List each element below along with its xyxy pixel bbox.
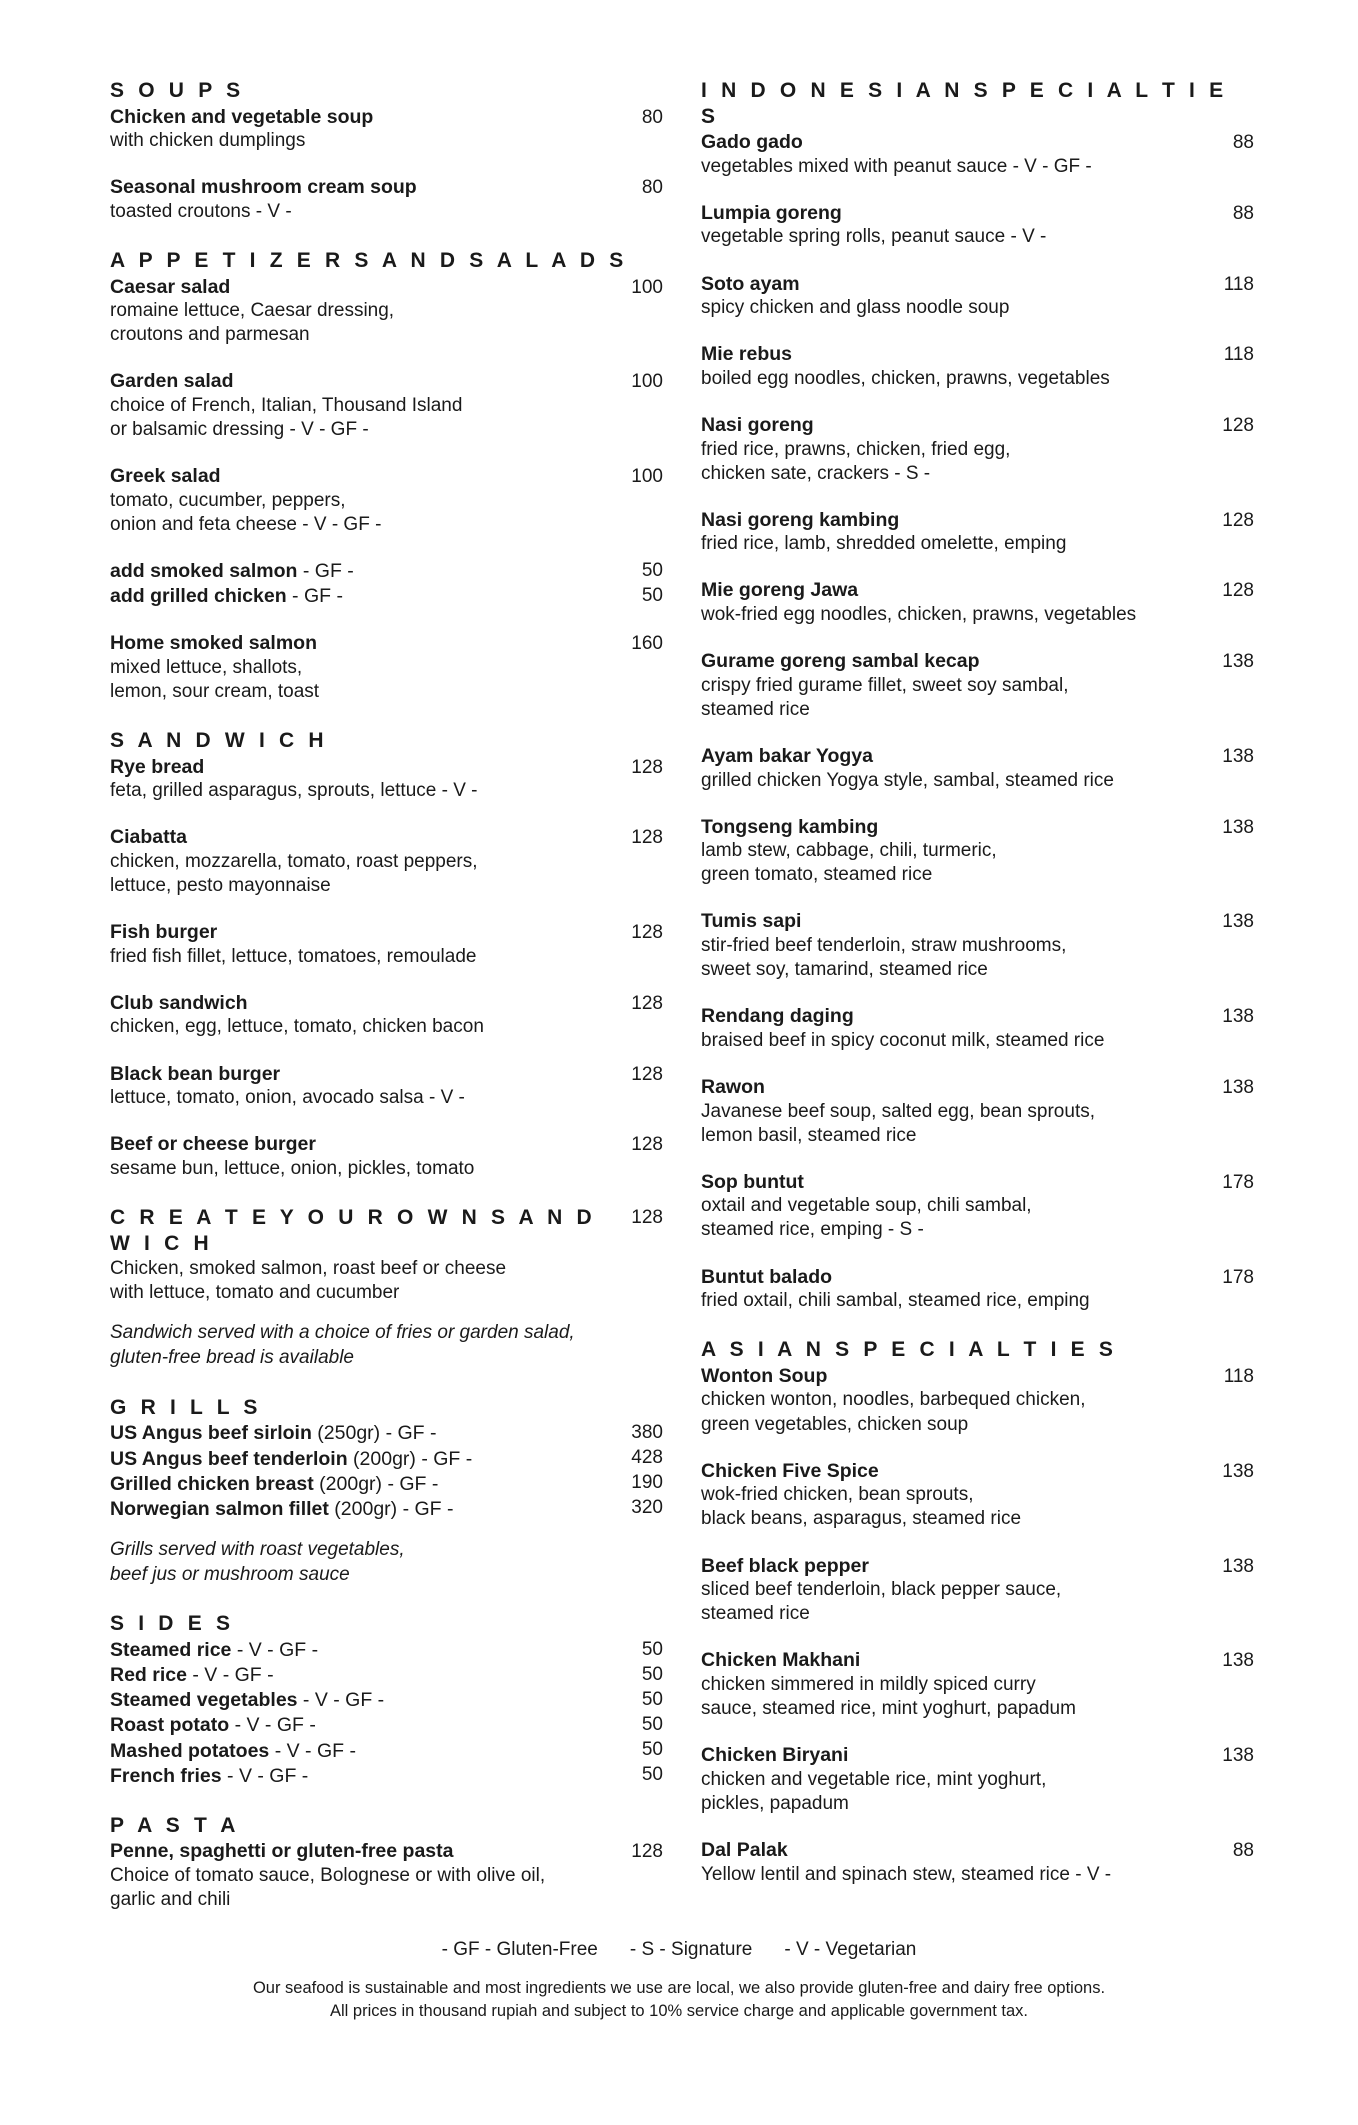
menu-item-price: 50 [641, 1713, 663, 1735]
menu-item-text [110, 369, 611, 442]
menu-item [701, 1075, 1254, 1148]
menu-item-price: 178 [1222, 1171, 1254, 1193]
menu-item [110, 1257, 663, 1305]
menu-item-name: Mie rebus [701, 343, 793, 366]
menu-item-name: Buntut balado [701, 1265, 833, 1288]
menu-item-description: vegetable spring rolls, peanut sauce - V - [701, 226, 1047, 248]
menu-item-name: Mie goreng Jawa [701, 579, 859, 602]
menu-item [701, 1004, 1254, 1053]
price-stack-sides [110, 1638, 663, 1789]
menu-item-description: wok-fried egg noodles, chicken, prawns, vegetables [701, 604, 1137, 626]
menu-item-text [701, 1743, 1202, 1816]
menu-item-name: Lumpia goreng [701, 201, 842, 224]
menu-item [110, 105, 663, 154]
menu-item-price: 128 [631, 1841, 663, 1863]
dietary-tag: - V - GF - [186, 1664, 274, 1687]
menu-item-text [110, 920, 611, 969]
menu-item-price: 80 [641, 177, 663, 199]
dietary-tag: - GF - [297, 560, 354, 583]
menu-item-price: 138 [1222, 1745, 1254, 1767]
menu-item-name: Sop buntut [701, 1170, 804, 1193]
menu-item-name: Chicken Biryani [701, 1744, 849, 1767]
menu-item-price: 50 [641, 1763, 663, 1785]
menu-item-description: choice of French, Italian, Thousand Island or balsamic dressing - V - GF - [110, 394, 463, 441]
menu-item-description: spicy chicken and glass noodle soup [701, 297, 1010, 319]
section-note-grills: Grills served with roast vegetables, beef jus or mushroom sauce [110, 1539, 405, 1585]
price-stack-salad-addons [110, 559, 663, 609]
menu-item-description: tomato, cucumber, peppers, onion and feta cheese - V - GF - [110, 489, 382, 535]
menu-item [701, 1170, 1254, 1243]
menu-item-name: Gado gado [701, 131, 803, 154]
menu-item-price: 138 [1222, 1076, 1254, 1098]
menu-item-name: Penne, spaghetti or gluten-free pasta [110, 1840, 454, 1863]
menu-item-name: Grilled chicken breast (200gr) - GF - [110, 1472, 439, 1495]
dietary-tag: (200gr) - GF - [347, 1447, 473, 1470]
menu-item-text [701, 201, 1202, 250]
menu-item [110, 275, 663, 348]
menu-item-name: US Angus beef sirloin (250gr) - GF - [110, 1422, 437, 1445]
menu-item-name: Chicken Five Spice [701, 1459, 879, 1482]
menu-item-name: Tongseng kambing [701, 815, 879, 838]
menu-item [110, 464, 663, 537]
menu-item-description: feta, grilled asparagus, sprouts, lettuce - V - [110, 780, 478, 802]
menu-item-name: Black bean burger [110, 1062, 281, 1085]
menu-item-description: grilled chicken Yogya style, sambal, steamed rice [701, 769, 1114, 791]
menu-item-text [701, 413, 1202, 486]
menu-item-price: 118 [1223, 1365, 1254, 1387]
menu-item [110, 1839, 663, 1912]
menu-item [701, 744, 1254, 793]
menu-item-name: Beef black pepper [701, 1554, 869, 1577]
menu-item [701, 1554, 1254, 1627]
menu-item [110, 1062, 663, 1111]
menu-item-text [701, 815, 1202, 888]
menu-item-price: 80 [641, 106, 663, 128]
menu-item [701, 508, 1254, 557]
menu-item-name: Garden salad [110, 370, 234, 393]
menu-item [701, 130, 1254, 179]
menu-item-name: Wonton Soup [701, 1364, 828, 1387]
menu-item [701, 1838, 1254, 1887]
menu-item-price: 50 [641, 1663, 663, 1685]
menu-item-description: lamb stew, cabbage, chili, turmeric, green tomato, steamed rice [701, 840, 997, 886]
section-title-pasta: P A S T A [110, 1813, 240, 1837]
menu-item-price: 138 [1222, 816, 1254, 838]
menu-item-description: wok-fried chicken, bean sprouts, black beans, asparagus, steamed rice [701, 1484, 1022, 1530]
price-stack-prices [611, 1638, 663, 1789]
legend-entry: - S - Signature [629, 1939, 753, 1961]
menu-item-text [701, 744, 1202, 793]
section-title-indonesian-specialties: I N D O N E S I A N S P E C I A L T I E S [701, 79, 1228, 128]
dietary-tag: - V - GF - [297, 1689, 385, 1712]
menu-item-name: Steamed vegetables - V - GF - [110, 1689, 385, 1712]
section-title-sandwich: S A N D W I C H [110, 729, 328, 753]
menu-item-description: lettuce, tomato, onion, avocado salsa - V - [110, 1087, 465, 1109]
menu-item-price: 320 [631, 1497, 663, 1519]
menu-item-price: 128 [631, 756, 663, 778]
dietary-tag: - V - GF - [229, 1714, 316, 1737]
menu-item-description: Yellow lentil and spinach stew, steamed rice - V - [701, 1863, 1112, 1885]
dietary-tag: - V - GF - [221, 1764, 309, 1787]
menu-item [701, 1265, 1254, 1314]
menu-item-description: sliced beef tenderloin, black pepper sauce, steamed rice [701, 1579, 1062, 1625]
dietary-tag: (200gr) - GF - [313, 1472, 439, 1495]
menu-item-price: 178 [1222, 1266, 1254, 1288]
menu-item-name: Norwegian salmon fillet (200gr) - GF - [110, 1497, 454, 1520]
menu-item-name: Chicken Makhani [701, 1649, 861, 1672]
menu-item-text [701, 1170, 1202, 1243]
menu-item-name: Red rice - V - GF - [110, 1664, 274, 1687]
menu-item-price: 50 [641, 1638, 663, 1660]
menu-item-price: 128 [1222, 509, 1254, 531]
menu-item [701, 1459, 1254, 1532]
menu-item-name: Rye bread [110, 755, 205, 778]
menu-item-text [701, 342, 1202, 391]
menu-item-description: oxtail and vegetable soup, chili sambal, steamed rice, emping - S - [701, 1195, 1032, 1241]
menu-item-price: 138 [1222, 1650, 1254, 1672]
menu-item-price: 128 [631, 827, 663, 849]
menu-item-price: 128 [1222, 580, 1254, 602]
menu-item-text [110, 991, 611, 1040]
menu-item-price: 160 [631, 633, 663, 655]
legend-entry: - V - Vegetarian [784, 1939, 917, 1961]
dietary-tag: - V - GF - [231, 1638, 319, 1661]
menu-item-name: Seasonal mushroom cream soup [110, 176, 417, 199]
menu-item-price: 128 [631, 992, 663, 1014]
menu-item-text [701, 1075, 1202, 1148]
dietary-tag: - V - GF - [269, 1739, 356, 1762]
menu-item-price: 100 [631, 276, 663, 298]
section-title-grills: G R I L L S [110, 1395, 262, 1419]
menu-item [701, 909, 1254, 982]
menu-item-description: chicken simmered in mildly spiced curry sauce, steamed rice, mint yoghurt, papadum [701, 1673, 1076, 1720]
menu-item-text [110, 1839, 611, 1912]
menu-item-text [110, 631, 611, 704]
menu-item-text [110, 755, 611, 804]
menu-item [110, 755, 663, 804]
menu-item-description: braised beef in spicy coconut milk, steamed rice [701, 1029, 1105, 1051]
fineprint-line-2: All prices in thousand rupiah and subject to 10% service charge and applicable government tax. [329, 2001, 1028, 2020]
menu-footer [110, 1938, 1248, 2022]
menu-item-description: sesame bun, lettuce, onion, pickles, tomato [110, 1157, 475, 1179]
menu-item-price: 100 [631, 466, 663, 488]
menu-item-text [110, 1257, 611, 1305]
menu-item-name: Steamed rice - V - GF - [110, 1638, 319, 1661]
menu-item-name: Roast potato - V - GF - [110, 1714, 316, 1737]
menu-item-text [701, 578, 1202, 627]
dietary-tag: - GF - [286, 585, 343, 608]
menu-item-price: 50 [641, 560, 663, 582]
menu-item-name: Caesar salad [110, 275, 231, 298]
menu-item-price [611, 1257, 663, 1258]
menu-item [110, 175, 663, 224]
menu-item-name: Ciabatta [110, 826, 187, 849]
menu-item-price: 138 [1222, 745, 1254, 767]
menu-item-name: Chicken and vegetable soup [110, 105, 374, 128]
menu-item-description: romaine lettuce, Caesar dressing, croutons and parmesan [110, 300, 395, 346]
menu-item-name: Dal Palak [701, 1838, 788, 1861]
menu-columns [110, 78, 1254, 1912]
menu-item-text [110, 464, 611, 537]
menu-item-price: 138 [1222, 1006, 1254, 1028]
price-stack-prices [611, 1421, 663, 1522]
section-note-create-your-own-sandwich: Sandwich served with a choice of fries or garden salad, gluten-free bread is available [110, 1322, 575, 1369]
menu-item-text [701, 1648, 1202, 1721]
menu-item-text [701, 130, 1202, 179]
menu-item [701, 578, 1254, 627]
menu-item-price: 380 [631, 1422, 663, 1444]
menu-item [701, 413, 1254, 486]
menu-item-description: fried fish fillet, lettuce, tomatoes, remoulade [110, 945, 477, 967]
menu-item-text [110, 1062, 611, 1111]
menu-item [110, 631, 663, 704]
menu-item-name: Beef or cheese burger [110, 1133, 316, 1156]
menu-item-text [701, 1838, 1202, 1887]
menu-right-column [701, 78, 1254, 1887]
menu-item-description: fried rice, prawns, chicken, fried egg, chicken sate, crackers - S - [701, 438, 1011, 484]
menu-item-text [110, 825, 611, 898]
menu-item-text [701, 649, 1202, 722]
menu-item-text [110, 275, 611, 348]
menu-item-description: fried rice, lamb, shredded omelette, emping [701, 533, 1067, 555]
fineprint-line-1: Our seafood is sustainable and most ingredients we use are local, we also provide gluten-free and dairy free options. [252, 1978, 1106, 1997]
menu-item [110, 920, 663, 969]
menu-item-price: 128 [631, 922, 663, 944]
menu-item-price: 138 [1222, 911, 1254, 933]
menu-item-name: French fries - V - GF - [110, 1764, 309, 1787]
menu-item-text [701, 508, 1202, 557]
menu-item-name: Greek salad [110, 465, 221, 488]
menu-item-price: 128 [1222, 414, 1254, 436]
dietary-legend [110, 1938, 1248, 1963]
menu-item-price: 138 [1222, 1460, 1254, 1482]
menu-item-price: 138 [1222, 1555, 1254, 1577]
menu-item-text [701, 1364, 1202, 1437]
menu-item-price: 50 [641, 1738, 663, 1760]
menu-item-description: mixed lettuce, shallots, lemon, sour cream, toast [110, 656, 320, 702]
dietary-tag: (200gr) - GF - [328, 1497, 454, 1520]
menu-item-price: 118 [1223, 273, 1254, 295]
legend-entry: - GF - Gluten-Free [441, 1939, 598, 1961]
menu-item-description: chicken, egg, lettuce, tomato, chicken bacon [110, 1016, 484, 1038]
menu-item [110, 1132, 663, 1181]
section-title-asian-specialties: A S I A N S P E C I A L T I E S [701, 1338, 1118, 1362]
menu-item [701, 272, 1254, 321]
menu-item-name: Fish burger [110, 921, 218, 944]
menu-item-name: Rawon [701, 1075, 765, 1098]
menu-item-name: add smoked salmon - GF - [110, 560, 354, 583]
menu-item-name: add grilled chicken - GF - [110, 585, 343, 608]
menu-item-text [701, 909, 1202, 982]
menu-item-description: Choice of tomato sauce, Bolognese or with olive oil, garlic and chili [110, 1865, 546, 1911]
menu-item-description: chicken and vegetable rice, mint yoghurt, pickles, papadum [701, 1768, 1047, 1814]
section-title-price: 128 [631, 1206, 663, 1228]
price-stack-names [110, 1638, 611, 1789]
menu-item-text [110, 175, 611, 224]
menu-item-description: chicken, mozzarella, tomato, roast peppers, lettuce, pesto mayonnaise [110, 850, 478, 897]
menu-item-text [110, 1132, 611, 1181]
menu-item [701, 1743, 1254, 1816]
menu-item-description: Chicken, smoked salmon, roast beef or cheese with lettuce, tomato and cucumber [110, 1258, 507, 1304]
price-stack-names [110, 559, 611, 609]
price-stack-names [110, 1421, 611, 1522]
menu-item-text [110, 105, 611, 154]
menu-item [701, 815, 1254, 888]
menu-item-description: stir-fried beef tenderloin, straw mushrooms, sweet soy, tamarind, steamed rice [701, 935, 1067, 981]
menu-item-name: Rendang daging [701, 1005, 854, 1028]
menu-item-price: 50 [641, 585, 663, 607]
menu-item-price: 138 [1222, 651, 1254, 673]
menu-left-column [110, 78, 663, 1912]
menu-item [701, 649, 1254, 722]
menu-item-name: Soto ayam [701, 272, 800, 295]
menu-item-name: Club sandwich [110, 991, 248, 1014]
menu-item-name: US Angus beef tenderloin (200gr) - GF - [110, 1447, 473, 1470]
menu-item-price: 428 [631, 1447, 663, 1469]
menu-item [701, 342, 1254, 391]
price-stack-prices [611, 559, 663, 609]
price-stack-grills [110, 1421, 663, 1522]
menu-item-description: chicken wonton, noodles, barbequed chicken, green vegetables, chicken soup [701, 1389, 1086, 1435]
menu-item [701, 201, 1254, 250]
menu-item-name: Nasi goreng kambing [701, 508, 900, 531]
menu-item-price: 88 [1232, 1839, 1254, 1861]
menu-item-text [701, 1459, 1202, 1532]
menu-item [701, 1364, 1254, 1437]
menu-item-name: Nasi goreng [701, 413, 814, 436]
section-title-sides: S I D E S [110, 1612, 235, 1636]
section-title-appetizers-and-salads: A P P E T I Z E R S A N D S A L A D S [110, 248, 628, 272]
section-title-create-your-own-sandwich [110, 1205, 663, 1256]
menu-item-description: Javanese beef soup, salted egg, bean sprouts, lemon basil, steamed rice [701, 1100, 1095, 1146]
section-title-text: C R E A T E Y O U R O W N S A N D W I C H [110, 1205, 596, 1255]
menu-item-name: Gurame goreng sambal kecap [701, 650, 980, 673]
menu-item [110, 825, 663, 898]
menu-item-description: fried oxtail, chili sambal, steamed rice, emping [701, 1290, 1090, 1312]
menu-item [701, 1648, 1254, 1721]
menu-item-text [701, 272, 1202, 321]
menu-item-price: 128 [631, 1063, 663, 1085]
menu-item-text [701, 1265, 1202, 1314]
menu-item-description: toasted croutons - V - [110, 200, 292, 222]
menu-item-description: vegetables mixed with peanut sauce - V - GF - [701, 155, 1092, 177]
menu-item-text [701, 1004, 1202, 1053]
menu-item-name: Tumis sapi [701, 910, 802, 933]
menu-item-price: 100 [631, 371, 663, 393]
menu-item-description: with chicken dumplings [110, 130, 306, 152]
menu-item-description: crispy fried gurame fillet, sweet soy sambal, steamed rice [701, 674, 1069, 720]
dietary-tag: (250gr) - GF - [311, 1422, 437, 1445]
menu-item-price: 190 [631, 1472, 663, 1494]
menu-item-text [701, 1554, 1202, 1627]
menu-item-price: 88 [1232, 202, 1254, 224]
menu-item-price: 50 [641, 1688, 663, 1710]
menu-item-name: Mashed potatoes - V - GF - [110, 1739, 356, 1762]
menu-item-description: boiled egg noodles, chicken, prawns, vegetables [701, 367, 1110, 389]
menu-item-price: 88 [1232, 132, 1254, 154]
section-title-soups: S O U P S [110, 79, 245, 102]
menu-item-name: Home smoked salmon [110, 632, 317, 655]
menu-item-price: 118 [1223, 344, 1254, 366]
menu-item [110, 991, 663, 1040]
menu-item [110, 369, 663, 442]
menu-item-name: Ayam bakar Yogya [701, 744, 873, 767]
menu-item-price: 128 [631, 1134, 663, 1156]
